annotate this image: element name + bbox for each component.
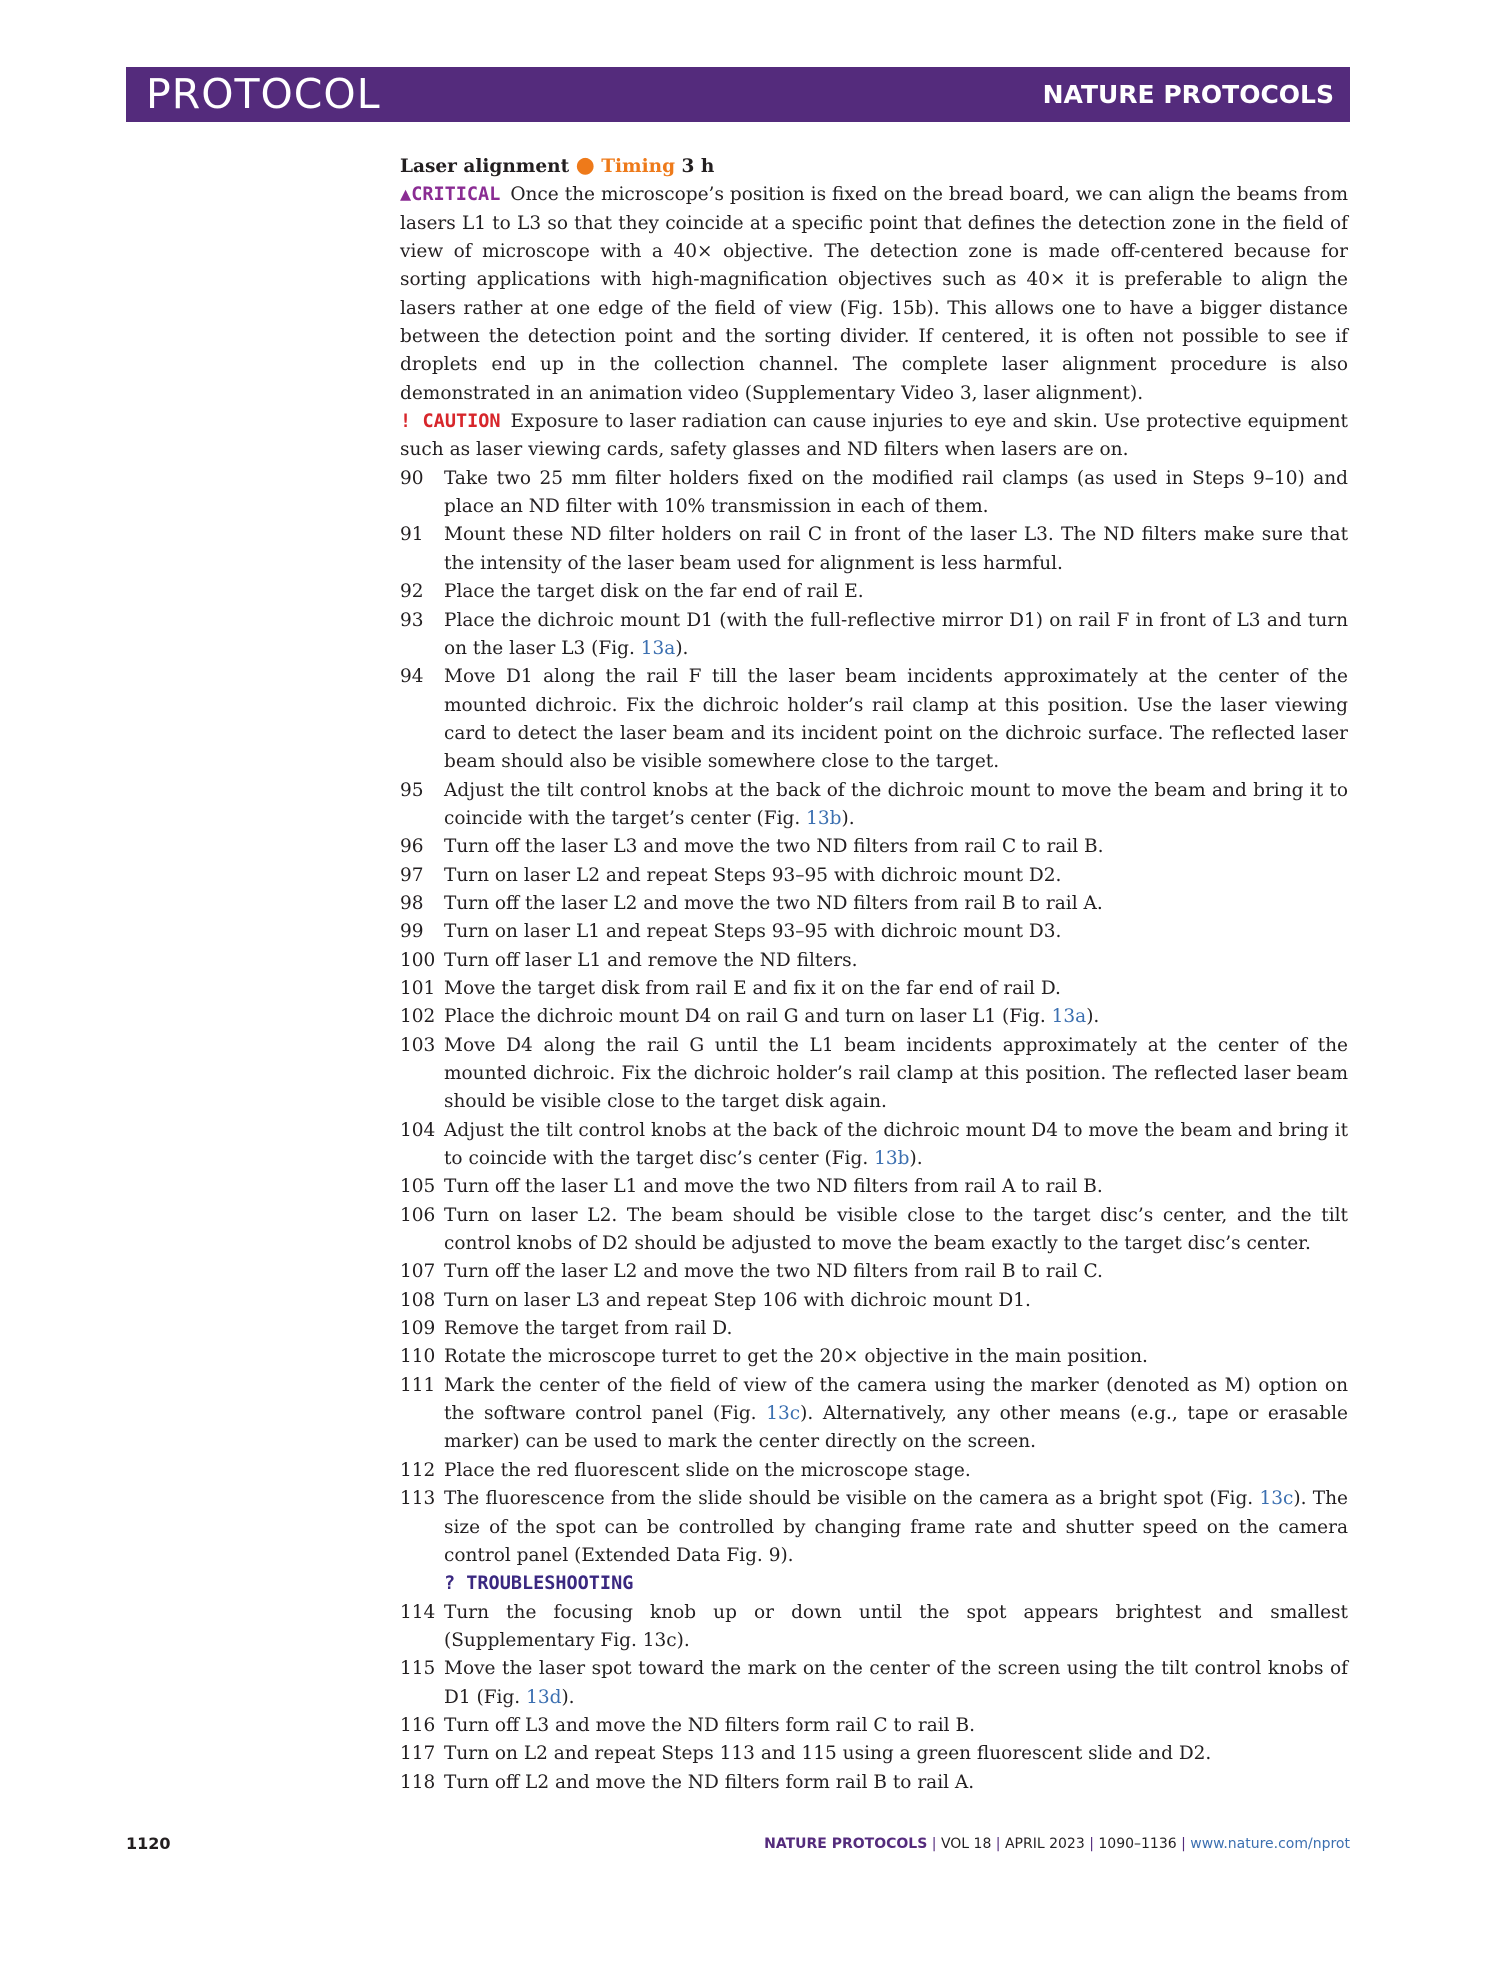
step-text <box>444 890 1348 918</box>
procedure-step <box>400 1485 1348 1598</box>
footer-citation <box>764 1833 1350 1855</box>
critical-note <box>400 181 1348 408</box>
step-body: ). <box>675 637 689 659</box>
step-number: 112 <box>400 1459 436 1481</box>
procedure-step <box>400 1287 1348 1315</box>
procedure-step <box>400 1173 1348 1201</box>
step-text <box>444 947 1348 975</box>
step-body: ). <box>561 1686 575 1708</box>
step-number: 113 <box>400 1488 436 1510</box>
footer-separator: | <box>1176 1836 1191 1852</box>
footer-separator: | <box>1084 1836 1099 1852</box>
step-number: 93 <box>400 609 424 631</box>
figure-ref-link[interactable]: 13c <box>766 1403 801 1425</box>
step-body: Take two 25 mm filter holders fixed on the modified rail clamps (as used in Steps 9–10) and place an ND filter with 10% transmission in each of them. <box>444 467 1348 518</box>
step-body: Place the red fluorescent slide on the microscope stage. <box>444 1459 971 1481</box>
step-body: ). Alternatively, any other means (e.g., tape or erasable marker) can be used to mark the center directly on the screen. <box>444 1403 1348 1453</box>
step-body: Move the target disk from rail E and fix it on the far end of rail D. <box>444 977 1061 999</box>
step-number: 118 <box>400 1771 436 1793</box>
step-text <box>444 1599 1348 1656</box>
step-number: 111 <box>400 1374 436 1396</box>
procedure-step <box>400 521 1348 578</box>
procedure-step <box>400 1372 1348 1457</box>
caution-text: Exposure to laser radiation can cause injuries to eye and skin. Use protective equipment such as laser viewing cards, safety glasses and ND filters when lasers are on. <box>400 411 1348 461</box>
step-number: 108 <box>400 1289 436 1311</box>
step-number: 96 <box>400 836 424 858</box>
procedure-step <box>400 1003 1348 1031</box>
step-number: 106 <box>400 1204 436 1226</box>
step-text <box>444 1003 1348 1031</box>
page-footer <box>126 1833 1350 1855</box>
step-number: 107 <box>400 1261 436 1283</box>
procedure-step <box>400 465 1348 522</box>
step-number: 101 <box>400 977 436 999</box>
procedure-step <box>400 777 1348 834</box>
caution-note <box>400 408 1348 465</box>
step-text <box>444 1315 1348 1343</box>
journal-name: NATURE PROTOCOLS <box>1042 80 1334 109</box>
procedure-step <box>400 1655 1348 1712</box>
step-number: 92 <box>400 581 424 603</box>
footer-volume: VOL 18 <box>940 1836 992 1852</box>
procedure-step <box>400 1343 1348 1371</box>
procedure-step <box>400 918 1348 946</box>
figure-ref-link[interactable]: 13a <box>640 637 676 659</box>
step-body: Turn off the laser L2 and move the two ND filters from rail B to rail A. <box>444 892 1103 914</box>
timing-dot-icon: ● <box>575 152 595 178</box>
step-text <box>444 1485 1348 1598</box>
step-text <box>444 607 1348 664</box>
step-body: ). <box>841 807 855 829</box>
procedure-step <box>400 833 1348 861</box>
procedure-step <box>400 1258 1348 1286</box>
step-number: 116 <box>400 1714 436 1736</box>
step-body: Adjust the tilt control knobs at the back of the dichroic mount D4 to move the beam and bring it to coincide with the target disc’s center (Fig. <box>444 1119 1348 1170</box>
header-banner <box>126 67 1350 122</box>
step-text <box>444 521 1348 578</box>
step-text <box>444 1740 1348 1768</box>
step-text <box>444 1032 1348 1117</box>
critical-label: ▲CRITICAL <box>400 184 501 206</box>
step-body: Mount these ND filter holders on rail C in front of the laser L3. The ND filters make sure that the intensity of the laser beam used for alignment is less harmful. <box>444 524 1348 574</box>
procedure-step <box>400 578 1348 606</box>
step-text <box>444 918 1348 946</box>
step-text <box>444 465 1348 522</box>
step-text <box>444 1258 1348 1286</box>
procedure-steps <box>400 465 1348 1797</box>
step-text <box>444 975 1348 1003</box>
step-number: 117 <box>400 1743 436 1765</box>
step-text <box>444 1343 1348 1371</box>
figure-ref-link[interactable]: 13b <box>874 1148 910 1170</box>
procedure-step <box>400 1202 1348 1259</box>
step-number: 114 <box>400 1601 436 1623</box>
procedure-step <box>400 1315 1348 1343</box>
footer-journal: NATURE PROTOCOLS <box>764 1836 928 1852</box>
critical-text: Once the microscope’s position is fixed on the bread board, we can align the beams from lasers L1 to L3 so that they coincide at a specific point that defines the detection zone in the field of view of microscope with a 40× objective. The detection zone is made off-centered because for sorting applications with high-magnification objectives such as 40× it is preferable to align the lasers rather at one edge of the field of view (Fig. 15b). This allows one to have a bigger distance between the detection point and the sorting divider. If centered, it is often not possible to see if droplets end up in the collection channel. The complete laser alignment procedure is also demonstrated in an animation video (Supplementary Video 3, laser alignment). <box>400 184 1348 404</box>
step-body: Turn off the laser L1 and move the two ND filters from rail A to rail B. <box>444 1176 1103 1198</box>
footer-separator: | <box>991 1836 1005 1852</box>
step-number: 90 <box>400 467 424 489</box>
step-body: Turn off the laser L2 and move the two ND filters from rail B to rail C. <box>444 1261 1103 1283</box>
step-body: Turn off the laser L3 and move the two ND filters from rail C to rail B. <box>444 836 1104 858</box>
step-text <box>444 1287 1348 1315</box>
caution-label: ! CAUTION <box>400 411 501 433</box>
procedure-step <box>400 1457 1348 1485</box>
step-text <box>444 1457 1348 1485</box>
step-text <box>444 1117 1348 1174</box>
procedure-step <box>400 1740 1348 1768</box>
timing-value: 3 h <box>681 156 715 177</box>
heading-title: Laser alignment <box>400 156 570 177</box>
procedure-step <box>400 975 1348 1003</box>
step-number: 91 <box>400 524 424 546</box>
procedure-step <box>400 1599 1348 1656</box>
step-text <box>444 833 1348 861</box>
step-text <box>444 1769 1348 1797</box>
step-body: Move D4 along the rail G until the L1 beam incidents approximately at the center of the mounted dichroic. Fix the dichroic holder’s rail clamp at this position. The reflected laser beam should be visible close to the target disk again. <box>444 1034 1348 1113</box>
step-number: 104 <box>400 1119 436 1141</box>
procedure-step <box>400 947 1348 975</box>
procedure-step <box>400 862 1348 890</box>
step-text <box>444 1655 1348 1712</box>
procedure-step <box>400 1769 1348 1797</box>
step-body: Remove the target from rail D. <box>444 1318 733 1340</box>
step-text <box>444 777 1348 834</box>
section-label: PROTOCOL <box>146 70 381 118</box>
step-number: 102 <box>400 1006 436 1028</box>
footer-pages: 1090–1136 <box>1098 1836 1177 1852</box>
step-body: Turn on laser L2 and repeat Steps 93–95 with dichroic mount D2. <box>444 864 1062 886</box>
step-text <box>444 1173 1348 1201</box>
footer-date: APRIL 2023 <box>1004 1836 1085 1852</box>
procedure-step <box>400 1117 1348 1174</box>
step-number: 109 <box>400 1318 436 1340</box>
procedure-step <box>400 890 1348 918</box>
step-body: Place the target disk on the far end of rail E. <box>444 581 864 603</box>
step-body: Turn the focusing knob up or down until the spot appears brightest and smallest (Supplementary Fig. 13c). <box>444 1601 1348 1651</box>
step-body: Turn on laser L1 and repeat Steps 93–95 with dichroic mount D3. <box>444 921 1062 943</box>
section-heading <box>400 151 1348 181</box>
step-body: Move the laser spot toward the mark on the center of the screen using the tilt control knobs of D1 (Fig. <box>444 1658 1348 1708</box>
step-number: 97 <box>400 864 424 886</box>
step-number: 100 <box>400 949 436 971</box>
step-text <box>444 1372 1348 1457</box>
step-body: The fluorescence from the slide should be visible on the camera as a bright spot (Fig. <box>444 1488 1260 1510</box>
step-body: Place the dichroic mount D4 on rail G and turn on laser L1 (Fig. <box>444 1006 1052 1028</box>
step-body: Move D1 along the rail F till the laser beam incidents approximately at the center of the mounted dichroic. Fix the dichroic holder’s rail clamp at this position. Use the laser viewing card to detect the laser beam and its incident point on the dichroic surface. The reflected laser beam should also be visible somewhere close to the target. <box>444 666 1348 773</box>
step-number: 98 <box>400 892 424 914</box>
step-number: 95 <box>400 779 424 801</box>
step-body: Turn on laser L3 and repeat Step 106 with dichroic mount D1. <box>444 1289 1031 1311</box>
page-number: 1120 <box>126 1834 171 1853</box>
step-text <box>444 1202 1348 1259</box>
procedure-step <box>400 1032 1348 1117</box>
figure-ref-link[interactable]: 13d <box>526 1686 562 1708</box>
step-body: ). <box>909 1148 923 1170</box>
step-body: ). <box>1086 1006 1100 1028</box>
procedure-step <box>400 663 1348 776</box>
step-body: ). The size of the spot can be controlled by changing frame rate and shutter speed on the camera control panel (Extended Data Fig. 9). <box>444 1488 1349 1566</box>
step-number: 110 <box>400 1346 436 1368</box>
step-text <box>444 862 1348 890</box>
main-content <box>400 151 1348 1797</box>
step-number: 94 <box>400 666 424 688</box>
figure-ref-link[interactable]: 13a <box>1051 1006 1087 1028</box>
step-number: 115 <box>400 1658 436 1680</box>
step-number: 103 <box>400 1034 436 1056</box>
footer-separator: | <box>927 1836 941 1852</box>
procedure-step <box>400 607 1348 664</box>
figure-ref-link[interactable]: 13b <box>806 807 842 829</box>
step-body: Adjust the tilt control knobs at the back of the dichroic mount to move the beam and bring it to coincide with the target’s center (Fig. <box>444 779 1348 829</box>
step-body: Mark the center of the field of view of the camera using the marker (denoted as M) option on the software control panel (Fig. <box>444 1374 1348 1425</box>
step-text <box>444 1712 1348 1740</box>
procedure-step <box>400 1712 1348 1740</box>
step-body: Rotate the microscope turret to get the 20× objective in the main position. <box>444 1346 1148 1368</box>
figure-ref-link[interactable]: 13c <box>1259 1488 1294 1510</box>
footer-url-link[interactable]: www.nature.com/nprot <box>1190 1836 1350 1852</box>
step-number: 105 <box>400 1176 436 1198</box>
step-text <box>444 663 1348 776</box>
troubleshooting-label: ? TROUBLESHOOTING <box>444 1573 634 1595</box>
step-body: Place the dichroic mount D1 (with the full-reflective mirror D1) on rail F in front of L3 and turn on the laser L3 (Fig. <box>444 609 1348 659</box>
timing-label: Timing <box>601 156 676 177</box>
step-text <box>444 578 1348 606</box>
step-number: 99 <box>400 921 424 943</box>
step-body: Turn on L2 and repeat Steps 113 and 115 using a green fluorescent slide and D2. <box>444 1743 1212 1765</box>
step-body: Turn off laser L1 and remove the ND filters. <box>444 949 858 971</box>
step-body: Turn on laser L2. The beam should be visible close to the target disc’s center, and the tilt control knobs of D2 should be adjusted to move the beam exactly to the target disc’s center. <box>444 1204 1348 1255</box>
step-body: Turn off L2 and move the ND filters form rail B to rail A. <box>444 1771 975 1793</box>
step-body: Turn off L3 and move the ND filters form rail C to rail B. <box>444 1714 975 1736</box>
